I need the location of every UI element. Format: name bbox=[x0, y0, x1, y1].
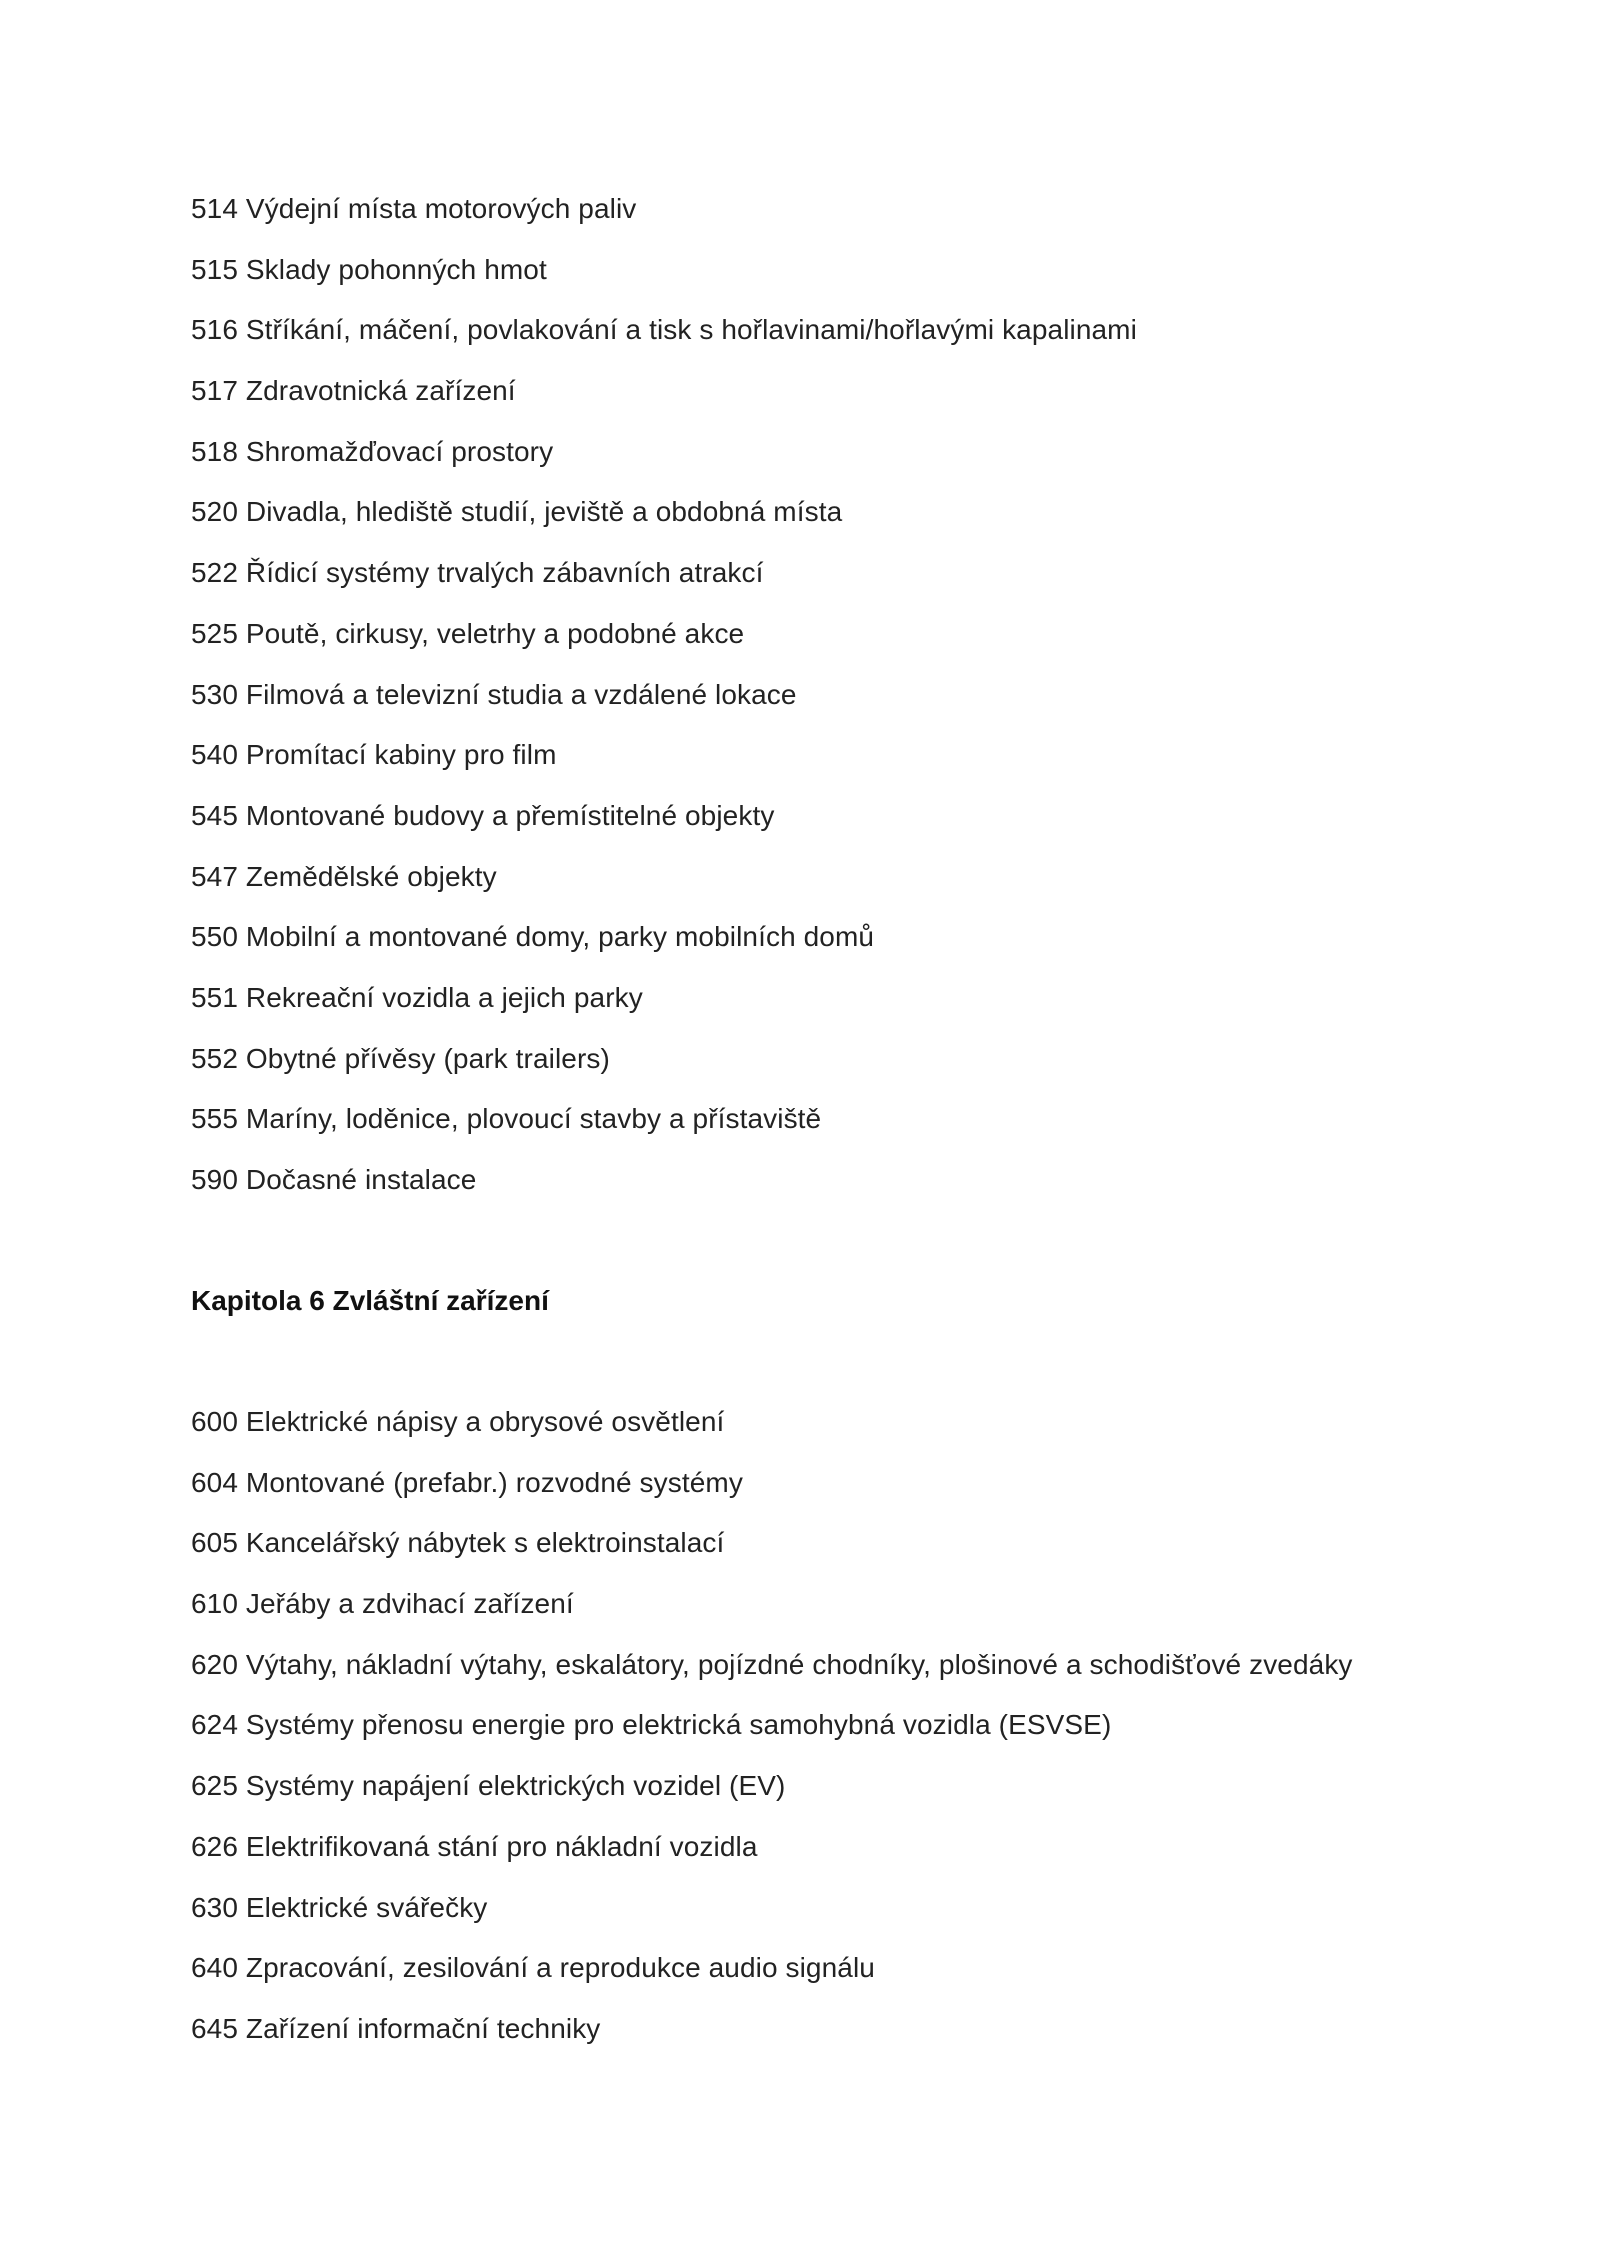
list-item: 645 Zařízení informační techniky bbox=[191, 2012, 601, 2044]
list-item: 625 Systémy napájení elektrických vozidel (EV) bbox=[191, 1770, 786, 1802]
list-item: 550 Mobilní a montované domy, parky mobilních domů bbox=[191, 921, 875, 953]
list-item: 514 Výdejní místa motorových paliv bbox=[191, 193, 637, 224]
list-item: 626 Elektrifikovaná stání pro nákladní vozidla bbox=[191, 1830, 758, 1862]
list-item: 600 Elektrické nápisy a obrysové osvětlení bbox=[191, 1406, 725, 1437]
list-item: 610 Jeřáby a zdvihací zařízení bbox=[191, 1588, 574, 1620]
article-list-chapter-5 bbox=[191, 186, 1137, 1218]
list-item: 590 Dočasné instalace bbox=[191, 1164, 477, 1195]
list-item: 545 Montované budovy a přemístitelné objekty bbox=[191, 799, 775, 831]
list-item: 516 Stříkání, máčení, povlakování a tisk s hořlavinami/hořlavými kapalinami bbox=[191, 314, 1137, 346]
list-item: 525 Poutě, cirkusy, veletrhy a podobné akce bbox=[191, 617, 745, 649]
list-item: 605 Kancelářský nábytek s elektroinstalací bbox=[191, 1527, 725, 1559]
list-item: 624 Systémy přenosu energie pro elektrická samohybná vozidla (ESVSE) bbox=[191, 1709, 1112, 1741]
list-item: 640 Zpracování, zesilování a reprodukce audio signálu bbox=[191, 1952, 875, 1984]
article-list-chapter-6 bbox=[191, 1399, 1353, 2067]
list-item: 604 Montované (prefabr.) rozvodné systémy bbox=[191, 1466, 743, 1498]
list-item: 547 Zemědělské objekty bbox=[191, 860, 497, 892]
list-item: 630 Elektrické svářečky bbox=[191, 1891, 488, 1923]
list-item: 620 Výtahy, nákladní výtahy, eskalátory, pojízdné chodníky, plošinové a schodišťové zvedáky bbox=[191, 1648, 1353, 1680]
list-item: 518 Shromažďovací prostory bbox=[191, 435, 554, 467]
list-item: 515 Sklady pohonných hmot bbox=[191, 253, 547, 285]
list-item: 552 Obytné přívěsy (park trailers) bbox=[191, 1042, 610, 1074]
chapter-heading: Kapitola 6 Zvláštní zařízení bbox=[191, 1285, 549, 1316]
list-item: 530 Filmová a televizní studia a vzdálené lokace bbox=[191, 678, 797, 710]
list-item: 517 Zdravotnická zařízení bbox=[191, 375, 516, 407]
list-item: 555 Maríny, loděnice, plovoucí stavby a přístaviště bbox=[191, 1103, 822, 1135]
list-item: 551 Rekreační vozidla a jejich parky bbox=[191, 981, 643, 1013]
list-item: 540 Promítací kabiny pro film bbox=[191, 739, 557, 771]
list-item: 522 Řídicí systémy trvalých zábavních atrakcí bbox=[191, 557, 764, 589]
list-item: 520 Divadla, hlediště studií, jeviště a obdobná místa bbox=[191, 496, 843, 528]
